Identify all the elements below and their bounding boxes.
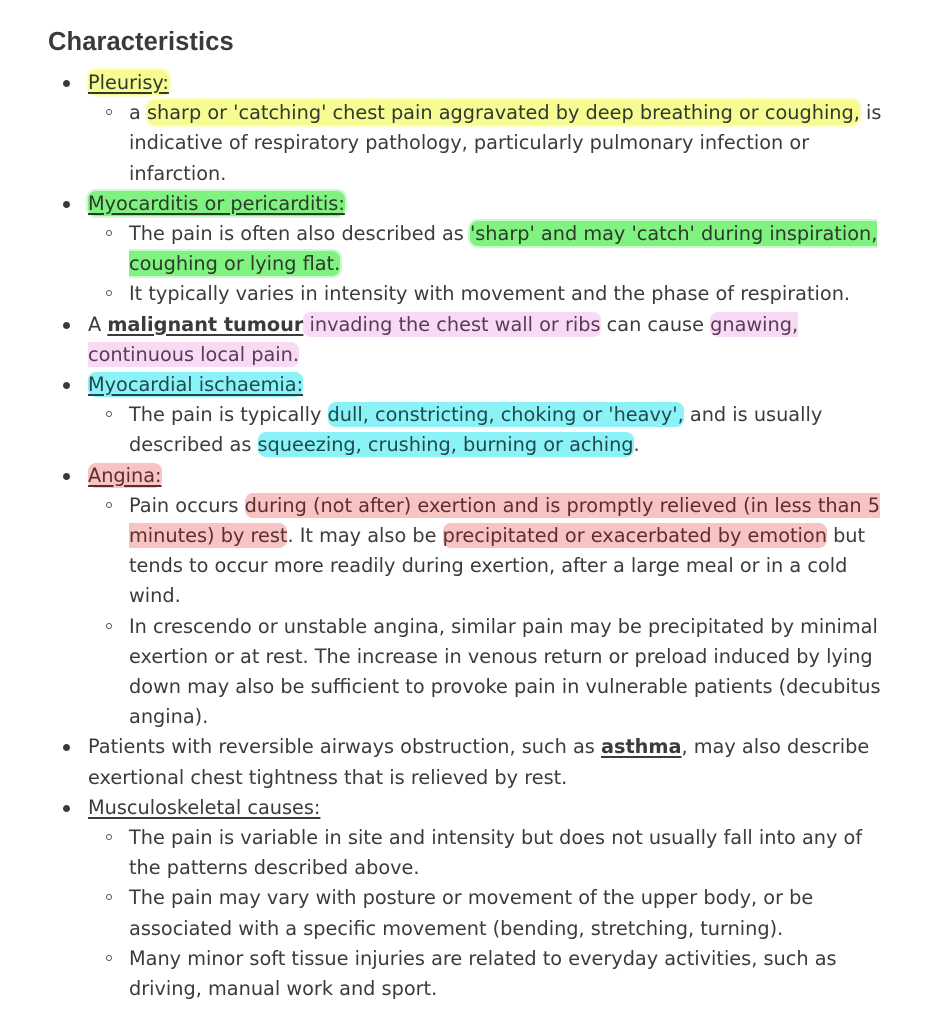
highlighted-text: sharp or 'catching' chest pain aggravated by deep breathing or coughing, [146,101,860,125]
linked-term[interactable]: malignant tumour [107,312,304,336]
text-run: Patients with reversible airways obstruction, such as [88,735,601,759]
bullet-disc-icon [63,201,70,208]
sub-list-item-text [129,491,889,612]
bullet-disc-icon [63,382,70,389]
sub-list-item-text [129,219,889,279]
sub-list [48,219,952,310]
sub-list-item-text [129,400,889,460]
text-run: The pain is often also described as [129,222,470,246]
text-run: Many minor soft tissue injuries are related to everyday activities, such as driving, manual work and sport. [129,946,837,1001]
linked-term[interactable]: Pleurisy: [88,71,169,94]
bullet-disc-icon [63,80,70,87]
sub-list [48,400,952,460]
highlighted-text: dull, constricting, choking or 'heavy', [327,403,684,427]
sub-list-item-text [129,883,889,943]
text-run: The pain is variable in site and intensity but does not usually fall into any of the patterns described above. [129,826,863,880]
linked-term[interactable]: asthma [600,735,682,759]
sub-list-item [48,944,952,1004]
bullet-circle-icon [106,894,112,900]
linked-term[interactable]: Myocarditis or pericarditis: [88,191,345,215]
sub-list [48,98,952,189]
text-run: is indicative of respiratory pathology, particularly pulmonary infection or infarction. [129,101,882,185]
characteristics-list [48,68,952,1004]
bullet-disc-icon [63,805,70,812]
highlighted-text: 'sharp' and may 'catch' during inspiration, coughing or lying flat. [129,222,878,276]
text-run: and is usually described as [129,403,823,457]
list-item [48,461,952,733]
list-item [48,68,952,189]
text-run: but tends to occur more readily during exertion, after a large meal or in a cold wind. [129,524,866,608]
list-item-text [88,310,888,370]
bullet-circle-icon [106,290,112,296]
sub-list-item [48,491,952,612]
sub-list [48,491,952,733]
text-run: It typically varies in intensity with movement and the phase of respiration. [129,282,851,306]
text-run: , may also describe exertional chest tightness that is relieved by rest. [88,735,870,789]
highlighted-text: precipitated or exacerbated by emotion [442,524,827,548]
bullet-circle-icon [106,230,112,236]
bullet-disc-icon [63,473,70,480]
sub-list-item-text [129,612,889,733]
section-heading: Characteristics [48,28,234,56]
bullet-circle-icon [106,623,112,629]
text-run: The pain may vary with posture or movement of the upper body, or be associated with a specific movement (bending, stretching, turning). [129,886,814,940]
text-run: a [129,101,147,125]
text-run: . It may also be [287,524,443,548]
sub-list-item-text [129,944,889,1004]
list-item [48,732,952,792]
sub-list-item [48,279,952,309]
sub-list-item [48,883,952,943]
sub-list-item [48,823,952,883]
text-run: The pain is typically [129,403,328,427]
bullet-disc-icon [63,322,70,329]
list-item [48,370,952,461]
list-item [48,189,952,310]
sub-list-item-text [129,98,889,189]
highlighted-text: gnawing, continuous local pain. [88,312,799,366]
bullet-disc-icon [63,744,70,751]
highlighted-text: squeezing, crushing, burning or aching [257,433,634,457]
list-item-text [88,370,888,400]
sub-list-item-text [129,279,889,309]
highlighted-text: invading the chest wall or ribs [303,312,601,336]
text-run: . [633,433,640,457]
text-run: can cause [600,312,711,336]
bullet-circle-icon [106,834,112,840]
text-run: Pain occurs [129,493,245,517]
sub-list-item [48,219,952,279]
list-item-text [88,793,888,823]
list-item-text [88,461,888,491]
bullet-circle-icon [106,411,112,417]
list-item-text [88,68,888,98]
linked-term[interactable]: Myocardial ischaemia: [88,373,304,397]
sub-list-item [48,98,952,189]
sub-list-item [48,400,952,460]
linked-term[interactable]: Musculoskeletal causes: [88,795,321,819]
highlighted-text: during (not after) exertion and is promptly relieved (in less than 5 minutes) by rest [129,493,881,548]
list-item-text [88,189,888,219]
sub-list-item [48,612,952,733]
bullet-circle-icon [106,109,112,115]
sub-list [48,823,952,1004]
list-item [48,310,952,370]
sub-list-item-text [129,823,889,883]
text-run: A [88,312,108,336]
list-item-text [88,732,888,792]
linked-term[interactable]: Angina: [88,463,162,487]
bullet-circle-icon [106,955,112,961]
list-item [48,793,952,1004]
bullet-circle-icon [106,502,112,508]
text-run: In crescendo or unstable angina, similar pain may be precipitated by minimal exertion or at rest. The increase in venous return or preload induced by lying down may also be sufficient to provoke pain in vulnerable patients (decubitus angina). [129,614,881,729]
